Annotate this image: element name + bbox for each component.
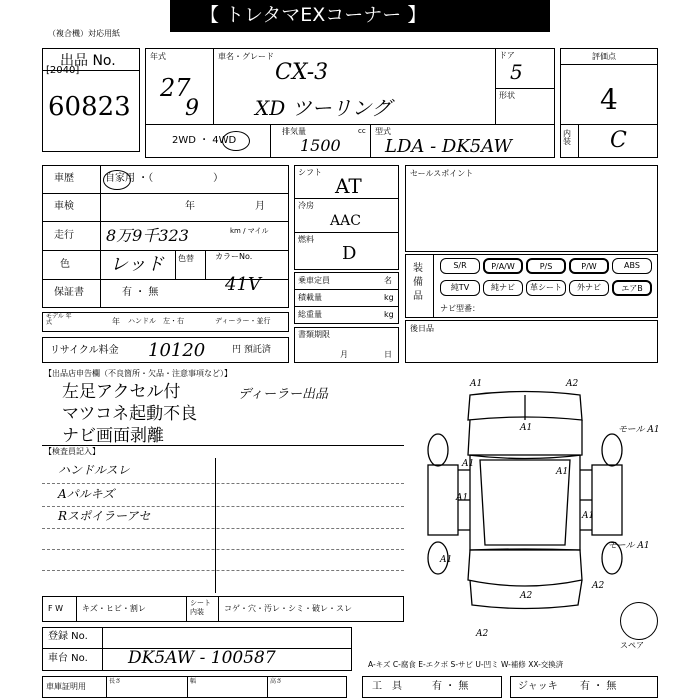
- fw-label: F W: [48, 604, 64, 613]
- cert-cell-2: 高さ: [270, 678, 283, 685]
- equipment-label: 装備品: [413, 263, 423, 302]
- score-value: 4: [600, 83, 618, 116]
- lot-label: 出品 No.: [60, 53, 116, 69]
- damage-mark: A2: [566, 379, 579, 389]
- cert-label: 車庫証明用: [46, 682, 86, 691]
- model-row-label: モデル 年式: [46, 313, 72, 326]
- car-name-label: 車名・グレード: [218, 52, 274, 61]
- mileage-label: 走行: [54, 230, 74, 241]
- jack-label: ジャッキ: [518, 681, 558, 692]
- model-row-handle: ハンドル 左・右: [128, 317, 184, 325]
- aircon-value: AAC: [330, 213, 361, 229]
- score-label: 評価点: [592, 52, 616, 61]
- repaint-label: 色替: [178, 254, 194, 263]
- recycle-unit: 円 預託済: [232, 345, 271, 355]
- warranty-label: 保証書: [54, 287, 84, 298]
- inspector-line-2: Rスポイラーアセ: [58, 509, 151, 523]
- inspector-line-1: Aパルキズ: [58, 487, 115, 501]
- capacity-unit-0: 名: [384, 276, 392, 285]
- door-value: 5: [510, 60, 523, 84]
- equipment-chip: エアB: [612, 280, 652, 296]
- damage-mark: A1: [470, 379, 483, 389]
- damage-mark: A2: [476, 629, 489, 639]
- model-code-value: LDA - DK5AW: [385, 136, 513, 157]
- seat-label: シート 内装: [190, 599, 211, 616]
- chassis-label: 車台 No.: [48, 653, 88, 664]
- inspection-year: 年: [185, 201, 195, 212]
- capacity-label-0: 乗車定員: [298, 276, 330, 285]
- shift-label: シフト: [298, 168, 322, 177]
- color-no-value: 41V: [225, 274, 261, 295]
- equipment-chip: ABS: [612, 258, 652, 274]
- model-row-dealer: ディーラー・並行: [215, 317, 271, 325]
- recycle-label: リサイクル料金: [50, 345, 119, 356]
- spare-label: スペア: [620, 641, 644, 650]
- seller-line-0: 左足アクセル付: [62, 382, 181, 402]
- equipment-chip: 純TV: [440, 280, 480, 296]
- navi-label: ナビ型番：: [440, 304, 480, 313]
- month-value: 9: [185, 96, 199, 121]
- displacement-unit: cc: [358, 127, 366, 135]
- inspector-label: 【検査員記入】: [44, 447, 100, 456]
- damage-mark: A2: [520, 591, 533, 601]
- equipment-chip: P/S: [526, 258, 566, 274]
- shape-label: 形状: [499, 91, 515, 100]
- seller-notes-label: 【出品店申告欄（不良箇所・欠品・注意事項など）】: [44, 369, 232, 378]
- damage-mark: A1: [582, 511, 595, 521]
- capacity-label-2: 総重量: [298, 310, 322, 319]
- cert-cell-0: 長さ: [109, 678, 122, 685]
- mileage-unit: km / マイル: [230, 227, 269, 235]
- year-label: 年式: [150, 52, 166, 61]
- car-grade-value: XD ツーリング: [255, 96, 392, 120]
- equipment-chip: 外ナビ: [569, 280, 609, 296]
- seller-line-2: ナビ画面剥離: [62, 426, 164, 446]
- chassis-value: DK5AW - 100587: [128, 648, 276, 668]
- history-label: 車歴: [54, 173, 74, 184]
- car-name-value: CX-3: [275, 60, 329, 85]
- docs-month: 月: [340, 350, 348, 359]
- capacity-label-1: 積載量: [298, 293, 322, 302]
- damage-mark: A2: [592, 581, 605, 591]
- model-row-year: 年: [112, 317, 120, 326]
- damage-mark: A1: [520, 423, 533, 433]
- inspection-label: 車検: [54, 201, 74, 212]
- displacement-label: 排気量: [282, 127, 306, 136]
- fuel-label: 燃料: [298, 235, 314, 244]
- cert-cell-1: 幅: [190, 678, 197, 685]
- reg-label: 登録 No.: [48, 631, 88, 642]
- fw-items: キズ・ヒビ・割レ: [82, 604, 146, 613]
- equipment-chip: P/A/W: [483, 258, 523, 274]
- drive-label: 2WD ・ 4WD: [172, 135, 237, 146]
- damage-mark: A1: [440, 555, 453, 565]
- door-label: ドア: [499, 51, 515, 60]
- equipment-chip: 純ナビ: [483, 280, 523, 296]
- equipment-chip: P/W: [569, 258, 609, 274]
- shift-value: AT: [335, 174, 362, 198]
- displacement-value: 1500: [300, 136, 341, 155]
- capacity-unit-2: kg: [384, 310, 394, 319]
- interior-label: 内装: [563, 129, 571, 146]
- damage-mark: A1: [456, 493, 469, 503]
- lot-code: [2040]: [46, 65, 80, 76]
- docs-label: 書類期限: [298, 330, 330, 339]
- damage-mark: A1: [556, 467, 569, 477]
- damage-mark: モール A1: [618, 425, 660, 435]
- sales-point-label: セールスポイント: [410, 169, 474, 178]
- inspector-line-0: ハンドルスレ: [58, 463, 130, 477]
- damage-mark: A1: [462, 459, 475, 469]
- color-value: レッド: [110, 254, 164, 275]
- capacity-unit-1: kg: [384, 293, 394, 302]
- seat-items: コゲ・穴・汚レ・シミ・破レ・スレ: [224, 604, 352, 613]
- header-note: （複合機）対応用紙: [48, 29, 120, 38]
- equipment-chip: 革シート: [526, 280, 566, 296]
- interior-value: C: [610, 128, 627, 153]
- jack-value: 有 ・ 無: [580, 681, 617, 692]
- seller-line-1: マツコネ起動不良: [62, 404, 198, 424]
- color-no-label: カラーNo.: [215, 252, 253, 261]
- recycle-value: 10120: [148, 340, 206, 361]
- rear-label: 後日品: [410, 324, 434, 333]
- header-title: 【 トレタマEXコーナー 】: [200, 4, 427, 26]
- model-code-label: 型式: [375, 127, 391, 136]
- warranty-value: 有 ・ 無: [122, 287, 159, 298]
- tools-value: 有 ・ 無: [432, 681, 469, 692]
- history-options: 自家用 ・（ ）: [105, 173, 224, 184]
- fuel-value: D: [342, 243, 357, 264]
- legend-text: A-キズ C-腐食 E-エクボ S-サビ U-凹ミ W-補修 XX-交換済: [368, 660, 564, 669]
- inspection-month: 月: [255, 201, 265, 212]
- aircon-label: 冷房: [298, 201, 314, 210]
- equipment-chip: S/R: [440, 258, 480, 274]
- damage-mark: モール A1: [608, 541, 650, 551]
- mileage-value: 8万9千323: [106, 226, 189, 245]
- lot-number: 60823: [48, 92, 131, 122]
- dealer-note: ディーラー出品: [238, 387, 328, 402]
- year-value: 27: [160, 74, 191, 102]
- docs-day: 日: [384, 350, 392, 359]
- color-label: 色: [60, 259, 70, 270]
- tools-label: 工 具: [372, 681, 402, 692]
